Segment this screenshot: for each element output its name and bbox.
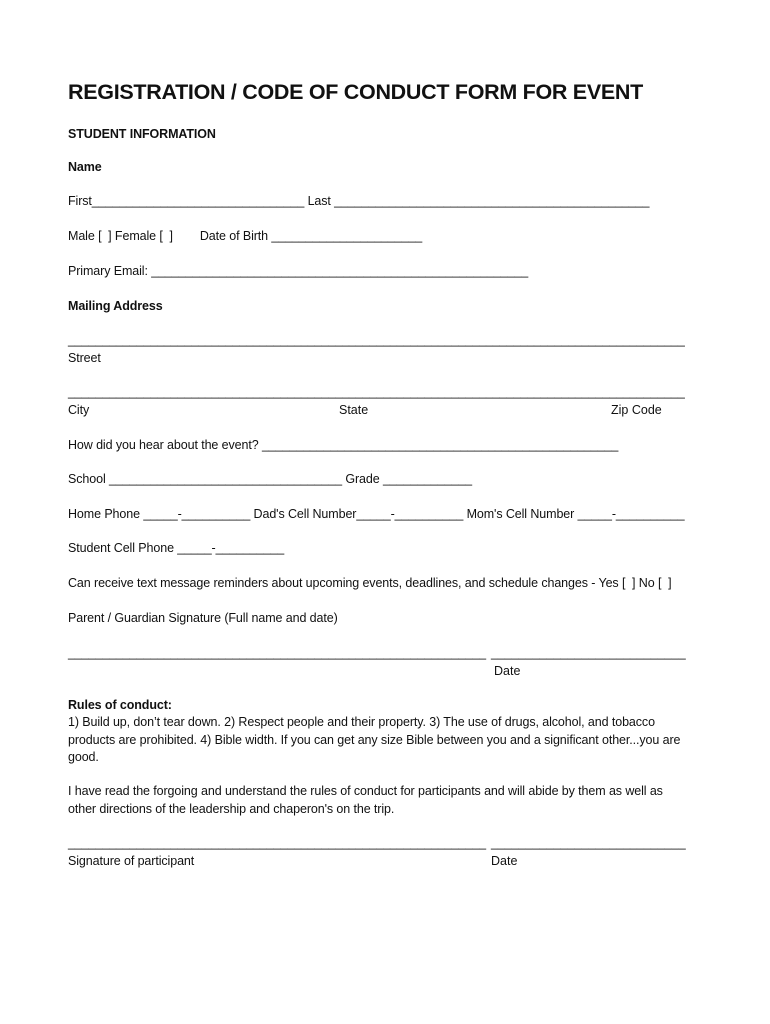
form-title: REGISTRATION / CODE OF CONDUCT FORM FOR EVENT	[68, 80, 643, 104]
school-grade-line[interactable]: School __________________________________ Grade _____________	[68, 472, 473, 486]
rules-text: 1) Build up, don’t tear down. 2) Respect people and their property. 3) The use of drugs, alcohol, and tobacco products are prohibited. 4) Bible width. If you can get any size Bible between you and a significant other...you are good.	[68, 715, 681, 764]
street-field-rule[interactable]: __________________________________________________________________________________________	[68, 333, 685, 347]
acknowledgement-text: I have read the forgoing and understand the rules of conduct for participants and will abide by them as well as other directions of the leadership and chaperon's on the trip.	[68, 784, 663, 816]
state-label: State	[339, 403, 369, 417]
participant-signature-rule[interactable]: _____________________________________________________________	[68, 836, 486, 850]
parent-date-label: Date	[494, 664, 521, 678]
text-reminder-consent-line[interactable]: Can receive text message reminders about upcoming events, deadlines, and schedule changes - Yes [ ] No [ ]	[68, 576, 672, 590]
participant-signature-label: Signature of participant	[68, 854, 195, 868]
mailing-address-heading: Mailing Address	[68, 299, 163, 313]
parent-signature-label: Parent / Guardian Signature (Full name and date)	[68, 611, 338, 625]
student-info-heading: STUDENT INFORMATION	[68, 127, 216, 141]
participant-date-rule[interactable]: ____________________________	[491, 836, 686, 850]
parent-date-rule[interactable]: ____________________________	[491, 646, 686, 660]
participant-date-label: Date	[491, 854, 518, 868]
student-cell-line[interactable]: Student Cell Phone _____-__________	[68, 541, 285, 555]
city-state-zip-field-rule[interactable]: __________________________________________________________________________________________	[68, 385, 685, 399]
name-heading: Name	[68, 160, 102, 174]
rules-heading: Rules of conduct:	[68, 698, 172, 712]
zip-code-label: Zip Code	[611, 403, 662, 417]
phone-numbers-line[interactable]: Home Phone _____-__________ Dad's Cell Number_____-__________ Mom's Cell Number _____-__________	[68, 507, 685, 521]
city-label: City	[68, 403, 90, 417]
parent-signature-rule[interactable]: _____________________________________________________________	[68, 646, 486, 660]
street-label: Street	[68, 351, 101, 365]
hear-about-event-line[interactable]: How did you hear about the event? ____________________________________________________	[68, 438, 619, 452]
email-field-line[interactable]: Primary Email: _______________________________________________________	[68, 264, 529, 278]
name-field-line[interactable]: First_______________________________ Last ______________________________________________	[68, 194, 650, 208]
gender-dob-line[interactable]: Male [ ] Female [ ] Date of Birth ______________________	[68, 229, 423, 243]
